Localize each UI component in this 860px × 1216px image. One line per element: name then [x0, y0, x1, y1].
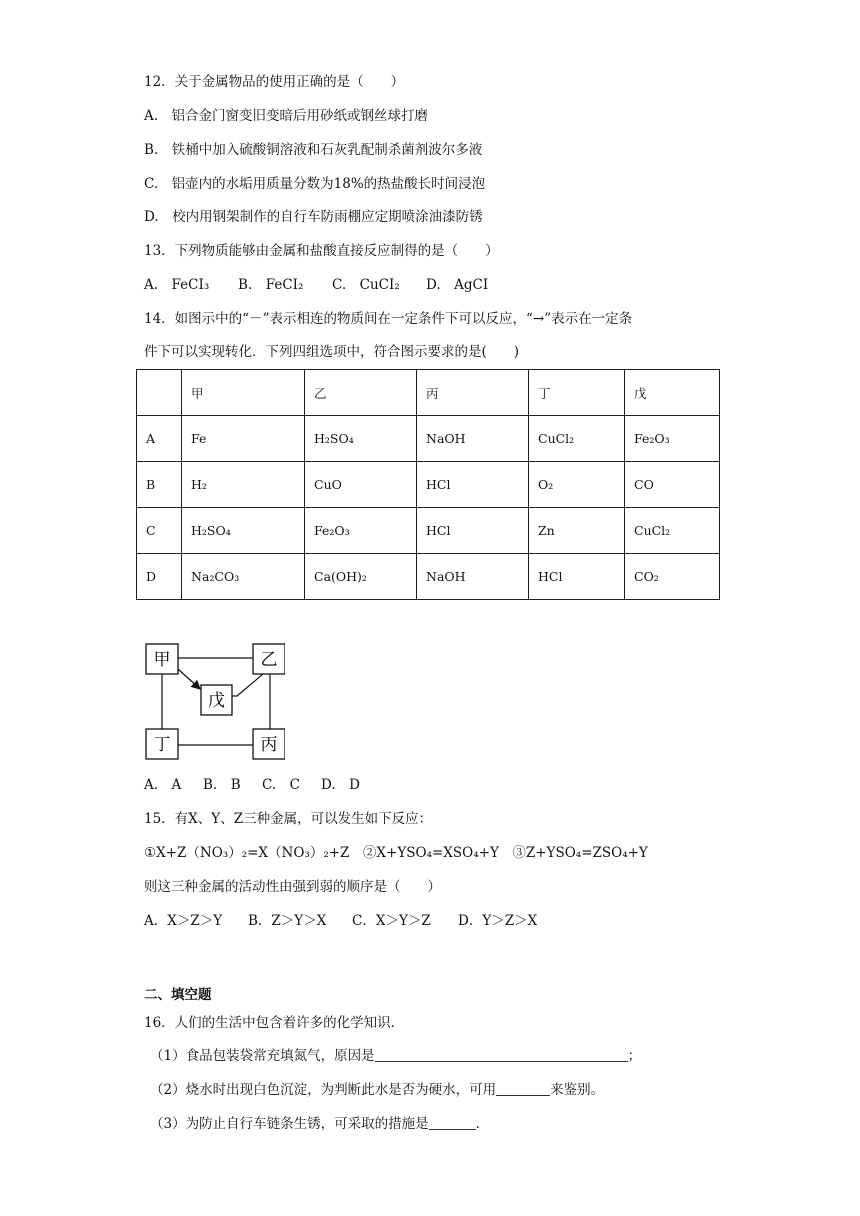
q16-sub2-end: 来鉴别。 [550, 1082, 605, 1098]
table-cell: Fe₂O₃ [305, 508, 417, 554]
table-cell: CuCl₂ [529, 416, 625, 462]
table-header-cell [137, 370, 182, 416]
table-cell: HCl [417, 462, 529, 508]
q14-option-d: D. D [321, 777, 360, 793]
node-ding-label: 丁 [153, 735, 171, 755]
q16-stem: 16．人们的生活中包含着许多的化学知识． [144, 1015, 405, 1031]
table-cell: Ca(OH)₂ [305, 554, 417, 600]
table-header-row [137, 370, 720, 416]
table-cell: CO₂ [625, 554, 720, 600]
q15-stem: 15．有X、Y、Z三种金属，可以发生如下反应： [144, 811, 433, 827]
answer-blank-1[interactable] [375, 1047, 628, 1062]
q16-sub3 [150, 1114, 480, 1134]
table-cell: Fe [182, 416, 305, 462]
table-row [137, 416, 720, 462]
table-cell: O₂ [529, 462, 625, 508]
q13-option-c: C. CuCI₂ [332, 277, 400, 293]
q12-stem: 12．关于金属物品的使用正确的是（ ） [144, 74, 405, 90]
table-cell: H₂ [182, 462, 305, 508]
q15-option-c: C．X＞Y＞Z [352, 913, 431, 929]
q14-option-c: C. C [262, 777, 300, 793]
node-wu-label: 戊 [208, 691, 225, 711]
node-yi-label: 乙 [260, 650, 278, 670]
node-bing-label: 丙 [260, 735, 278, 755]
table-cell: CuO [305, 462, 417, 508]
table-header-cell: 戊 [625, 370, 720, 416]
table-row [137, 462, 720, 508]
q13-options [144, 275, 488, 295]
q14-options [144, 775, 360, 795]
q12-option-c: C. 铝壶内的水垢用质量分数为18%的热盐酸长时间浸泡 [144, 176, 486, 192]
node-jia-label: 甲 [153, 650, 171, 670]
q15-options [144, 911, 537, 931]
q15-option-a: A．X＞Z＞Y [144, 913, 223, 929]
table-cell: D [137, 554, 182, 600]
q16-sub3-end: . [475, 1116, 480, 1132]
table-header-cell: 丁 [529, 370, 625, 416]
table-cell: Na₂CO₃ [182, 554, 305, 600]
q16-sub2-text: （2）烧水时出现白色沉淀，为判断此水是否为硬水，可用 [150, 1082, 497, 1098]
q16-sub2 [150, 1080, 604, 1100]
q13-option-b: B. FeCI₂ [238, 277, 304, 293]
q16-sub3-text: （3）为防止自行车链条生锈，可采取的措施是 [150, 1116, 429, 1132]
table-header-cell: 乙 [305, 370, 417, 416]
q13-stem: 13．下列物质能够由金属和盐酸直接反应制得的是（ ） [144, 243, 499, 259]
answer-blank-2[interactable] [496, 1081, 550, 1096]
q12-option-b: B. 铁桶中加入硫酸铜溶液和石灰乳配制杀菌剂波尔多液 [144, 142, 483, 158]
table-row [137, 508, 720, 554]
table-cell: NaOH [417, 554, 529, 600]
q14-option-a: A. A [144, 777, 182, 793]
table-cell: H₂SO₄ [305, 416, 417, 462]
table-row [137, 554, 720, 600]
table-cell: Zn [529, 508, 625, 554]
q15-reactions: ①X+Z（NO₃）₂=X（NO₃）₂+Z ②X+YSO₄=XSO₄+Y ③Z+YSO₄=ZSO₄+Y [144, 845, 648, 861]
q12-option-a: A. 铝合金门窗变旧变暗后用砂纸或钢丝球打磨 [144, 108, 429, 124]
q14-stem-line1: 14．如图示中的“－”表示相连的物质间在一定条件下可以反应，“→”表示在一定条 [144, 311, 633, 327]
table-cell: HCl [529, 554, 625, 600]
section-heading: 二、填空题 [144, 987, 212, 1003]
table-header-cell: 甲 [182, 370, 305, 416]
q15-question: 则这三种金属的活动性由强到弱的顺序是（ ） [144, 879, 441, 895]
table-cell: HCl [417, 508, 529, 554]
q14-option-b: B. B [203, 777, 241, 793]
q12-option-d: D. 校内用钢架制作的自行车防雨棚应定期喷涂油漆防锈 [144, 209, 483, 225]
table-cell: B [137, 462, 182, 508]
table-header-cell: 丙 [417, 370, 529, 416]
q13-option-a: A. FeCI₃ [144, 277, 210, 293]
table-cell: A [137, 416, 182, 462]
q14-relation-diagram [145, 643, 285, 761]
q13-option-d: D. AgCI [426, 277, 489, 293]
arrow-jia-to-wu [178, 669, 200, 689]
table-cell: CuCl₂ [625, 508, 720, 554]
q14-table [136, 369, 720, 600]
answer-blank-3[interactable] [429, 1115, 476, 1130]
table-cell: C [137, 508, 182, 554]
q14-stem-line2: 件下可以实现转化．下列四组选项中，符合图示要求的是( ) [144, 344, 520, 360]
table-cell: CO [625, 462, 720, 508]
q15-option-d: D．Y＞Z＞X [458, 913, 538, 929]
q16-sub1-text: （1）食品包装袋常充填氮气，原因是 [150, 1048, 375, 1064]
q16-sub1 [150, 1046, 641, 1066]
q15-option-b: B．Z＞Y＞X [248, 913, 327, 929]
table-cell: NaOH [417, 416, 529, 462]
table-cell: Fe₂O₃ [625, 416, 720, 462]
q16-sub1-end: ； [627, 1048, 642, 1064]
table-cell: H₂SO₄ [182, 508, 305, 554]
link-yi-wu [232, 674, 263, 696]
